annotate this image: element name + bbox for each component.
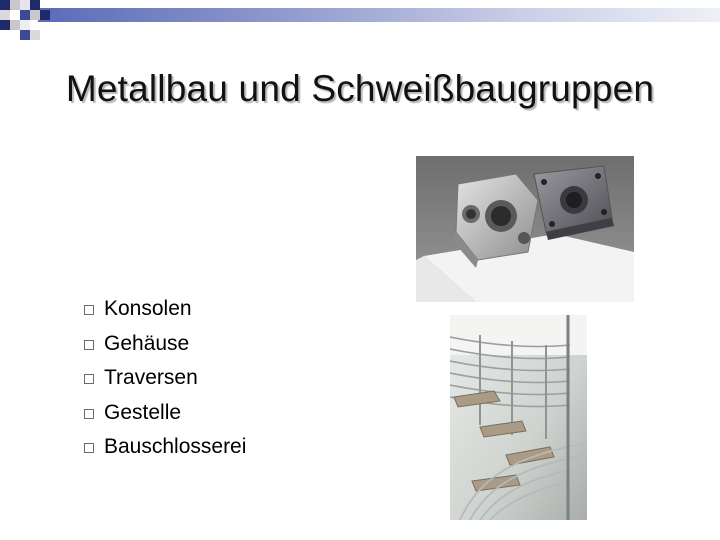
square-bullet-icon [84,443,94,453]
bullet-text: Gehäuse [104,331,190,355]
deco-square [10,0,20,10]
bullet-item-gehaeuse [84,327,246,362]
photo-welded-housings [416,156,634,302]
bullet-item-traversen [84,361,246,396]
deco-square [0,20,10,30]
photo-spiral-staircase [450,315,587,520]
bullet-list [84,292,246,465]
slide-title: Metallbau und Schweißbaugruppen [65,68,655,109]
deco-square [20,0,30,10]
deco-square [10,20,20,30]
square-bullet-icon [84,374,94,384]
bullet-item-bauschlosserei [84,430,246,465]
gradient-band [38,8,720,22]
bullet-text: Konsolen [104,297,192,321]
deco-square [0,10,10,20]
top-decoration-bar [0,0,720,40]
deco-square [20,20,30,30]
deco-square [30,30,40,40]
bullet-text: Traversen [104,366,198,390]
bullet-text: Gestelle [104,400,182,424]
deco-square [40,10,50,20]
deco-square [20,30,30,40]
deco-square [0,0,10,10]
bullet-item-gestelle [84,396,246,431]
deco-square [20,10,30,20]
deco-square [10,10,20,20]
square-bullet-icon [84,340,94,350]
deco-square [30,0,40,10]
deco-square [30,10,40,20]
bullet-text: Bauschlosserei [104,435,247,459]
square-bullet-icon [84,409,94,419]
bullet-item-konsolen [84,292,246,327]
square-bullet-icon [84,305,94,315]
